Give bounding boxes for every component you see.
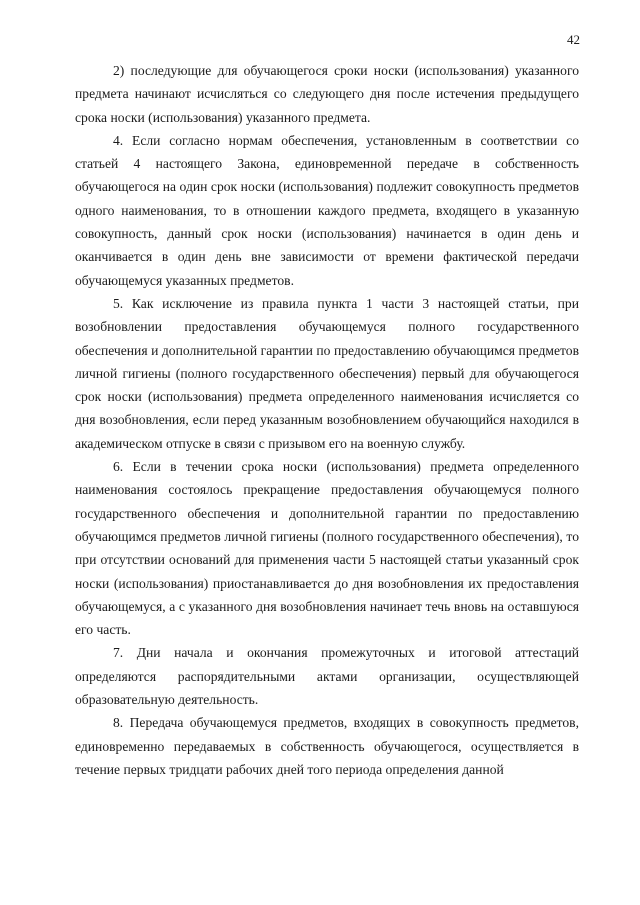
paragraph-part-5: 5. Как исключение из правила пункта 1 части 3 настоящей статьи, при возобновлении предоставления обучающемуся полного государственного обеспечения и дополнительной гарантии по предоставлению обучающимся предметов личной гигиены (полного государственного обеспечения) первый для обучающегося срок носки (использования) предмета определенного наименования исчисляется со дня возобновления, если перед указанным возобновлением обучающийся находился в академическом отпуске в связи с призывом его на военную службу. [75, 295, 579, 451]
paragraph-part-8: 8. Передача обучающемуся предметов, входящих в совокупность предметов, единовременно передаваемых в собственность обучающегося, осуществляется в течение первых тридцати рабочих дней того периода определения данной [75, 715, 579, 777]
page-number: 42 [567, 32, 580, 47]
paragraph-part-6: 6. Если в течении срока носки (использования) предмета определенного наименования состоялось прекращение предоставления обучающемуся полного государственного обеспечения и дополнительной гарантии по предоставлению обучающимся предметов личной гигиены (полного государственного обеспечения), то при отсутствии оснований для применения части 5 настоящей статьи указанный срок носки (использования) приостанавливается до дня возобновления их предоставления обучающемуся, а с указанного дня возобновления начинает течь вновь на оставшуюся его часть. [75, 459, 579, 638]
paragraph-part-4: 4. Если согласно нормам обеспечения, установленным в соответствии со статьей 4 настоящего Закона, единовременной передаче в собственность обучающегося на один срок носки (использования) подлежит совокупность предметов одного наименования, то в отношении каждого предмета, входящего в указанную совокупность, данный срок носки (использования) начинается в один день и оканчивается в один день вне зависимости от времени фактической передачи обучающемуся указанных предметов. [75, 132, 579, 288]
paragraph-part-7: 7. Дни начала и окончания промежуточных и итоговой аттестаций определяются распорядительными актами организации, осуществляющей образовательную деятельность. [75, 645, 579, 708]
document-body [75, 59, 579, 781]
paragraph-subitem-2: 2) последующие для обучающегося сроки носки (использования) указанного предмета начинают исчисляться со следующего дня после истечения предыдущего срока носки (использования) указанного предмета. [75, 63, 579, 125]
